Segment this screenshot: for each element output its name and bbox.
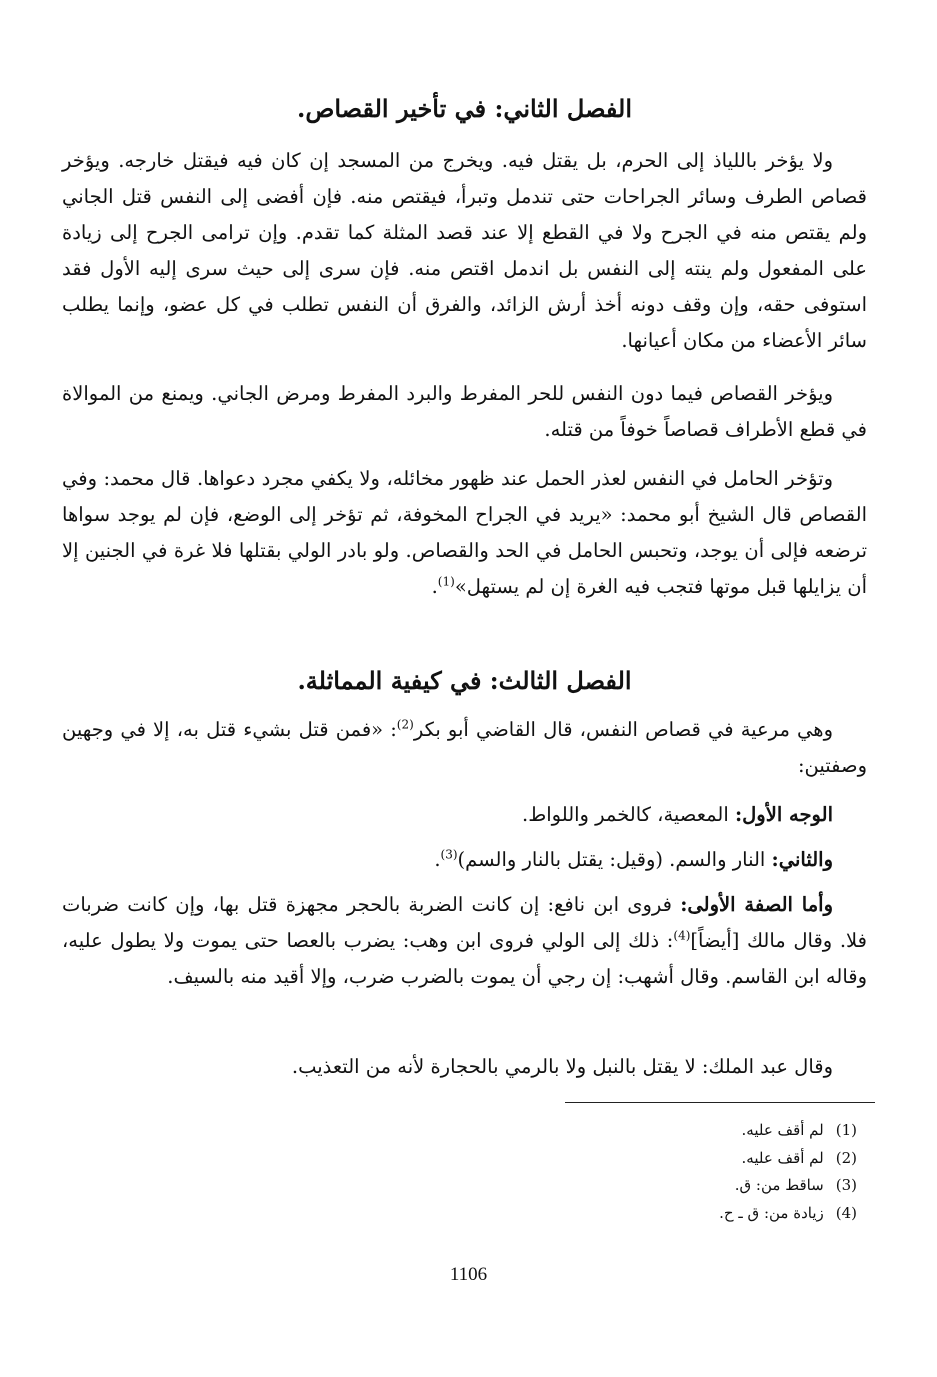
- first-aspect: [62, 797, 867, 833]
- footnote-item: [457, 1172, 857, 1200]
- footnote-ref-4: (4): [673, 928, 691, 943]
- second-aspect-text: النار والسم. (وقيل: يقتل بالنار والسم): [457, 848, 772, 871]
- first-attribute-text-2: : ذلك إلى الولي فروى ابن وهب: يضرب بالعصا حتى يموت ولا يطول عليه، وقاله ابن القاسم. وقال أشهب: إن رجي أن يموت بالضرب ضرب، وإلا أقيد منه بالسيف.: [62, 929, 867, 988]
- footnote-text: لم أقف عليه.: [741, 1121, 824, 1139]
- chapter-2-heading: الفصل الثاني: في تأخير القصاص.: [296, 94, 632, 123]
- footnote-number: (4): [835, 1203, 857, 1222]
- first-aspect-lead: الوجه الأول:: [734, 803, 833, 826]
- footnote-ref-1: (1): [437, 574, 455, 589]
- footnote-text: ساقط من: ق.: [734, 1176, 824, 1194]
- intro-text: وهي مرعية في قصاص النفس، قال القاضي أبو بكر: [413, 718, 833, 741]
- second-aspect: [62, 842, 867, 878]
- footnote-separator: [565, 1102, 875, 1103]
- intro-rest: : «فمن قتل بشيء قتل به، إلا في وجهين وصفتين:: [62, 718, 867, 777]
- second-aspect-lead: والثاني:: [771, 848, 833, 871]
- footnote-number: (2): [835, 1148, 857, 1167]
- paragraph-1: ولا يؤخر باللياذ إلى الحرم، بل يقتل فيه. ويخرج من المسجد إن كان فيه فيقتل خارجه. ويؤخر قصاص الطرف وسائر الجراحات حتى تندمل وتبرأ، فيقتص منه. فإن أفضى إلى النفس قتل الجاني ولم يقتص منه في الجرح ولا في القطع إلا عند قصد المثلة كما تقدم. وإن ترامى الجرح إلى زيادة على المفعول ولم ينته إلى النفس بل اندمل اقتص منه. فإن سرى إلى حيث سرى إليه الأول فقد استوفى حقه، وإن وقف دونه أخذ أرش الزائد، والفرق أن النفس تطلب في كل عضو، وإنما يطلب سائر الأعضاء من مكان أعيانها.: [62, 149, 867, 352]
- footnote-number: (3): [835, 1176, 857, 1194]
- footnote-item: [457, 1117, 857, 1145]
- first-attribute-lead: وأما الصفة الأولى:: [680, 893, 833, 916]
- paragraph-2: ويؤخر القصاص فيما دون النفس للحر المفرط والبرد المفرط ومرض الجاني. ويمنع من الموالاة في قطع الأطراف قصاصاً خوفاً من قتله.: [62, 382, 867, 441]
- paragraph-3-end: .: [431, 575, 438, 598]
- footnote-text: زيادة من: ق ـ ح.: [719, 1203, 824, 1222]
- footnote-ref-2: (2): [396, 717, 414, 732]
- chapter-3-intro: [62, 712, 867, 784]
- footnote-text: لم أقف عليه.: [741, 1148, 824, 1167]
- second-aspect-end: .: [434, 848, 441, 871]
- last-paragraph: وقال عبد الملك: لا يقتل بالنبل ولا بالرمي بالحجارة لأنه من التعذيب.: [291, 1055, 833, 1078]
- paragraph-3: [62, 461, 867, 605]
- first-attribute-paragraph: [62, 887, 867, 995]
- first-aspect-text: المعصية، كالخمر واللواط.: [522, 803, 735, 826]
- footnote-item: [457, 1200, 857, 1228]
- chapter-3-heading: الفصل الثالث: في كيفية المماثلة.: [297, 666, 632, 695]
- footnotes: [457, 1117, 857, 1227]
- page-number: 1106: [449, 1264, 488, 1285]
- footnote-ref-3: (3): [440, 847, 458, 862]
- paragraph-3-text: وتؤخر الحامل في النفس لعذر الحمل عند ظهور مخائله، ولا يكفي مجرد دعواها. قال محمد: وفي القصاص قال الشيخ أبو محمد: «يريد في الجراح المخوفة، ثم تؤخر إلى الوضع، فإن لم يوجد سواها ترضعه فإلى أن يوجد، وتحبس الحامل في الحد والقصاص. ولو بادر الولي بقتلها فلا غرة في الجنين إلا أن يزايلها قبل موتها فتجب فيه الغرة إن لم يستهل»: [62, 467, 867, 598]
- footnote-item: [457, 1145, 857, 1173]
- footnote-number: (1): [835, 1121, 857, 1139]
- first-attribute-text-1: فروى ابن نافع: إن كانت الضربة بالحجر مجهزة قتل بها، وإن كانت ضربات فلا. وقال مالك [أيضاً]: [62, 893, 867, 952]
